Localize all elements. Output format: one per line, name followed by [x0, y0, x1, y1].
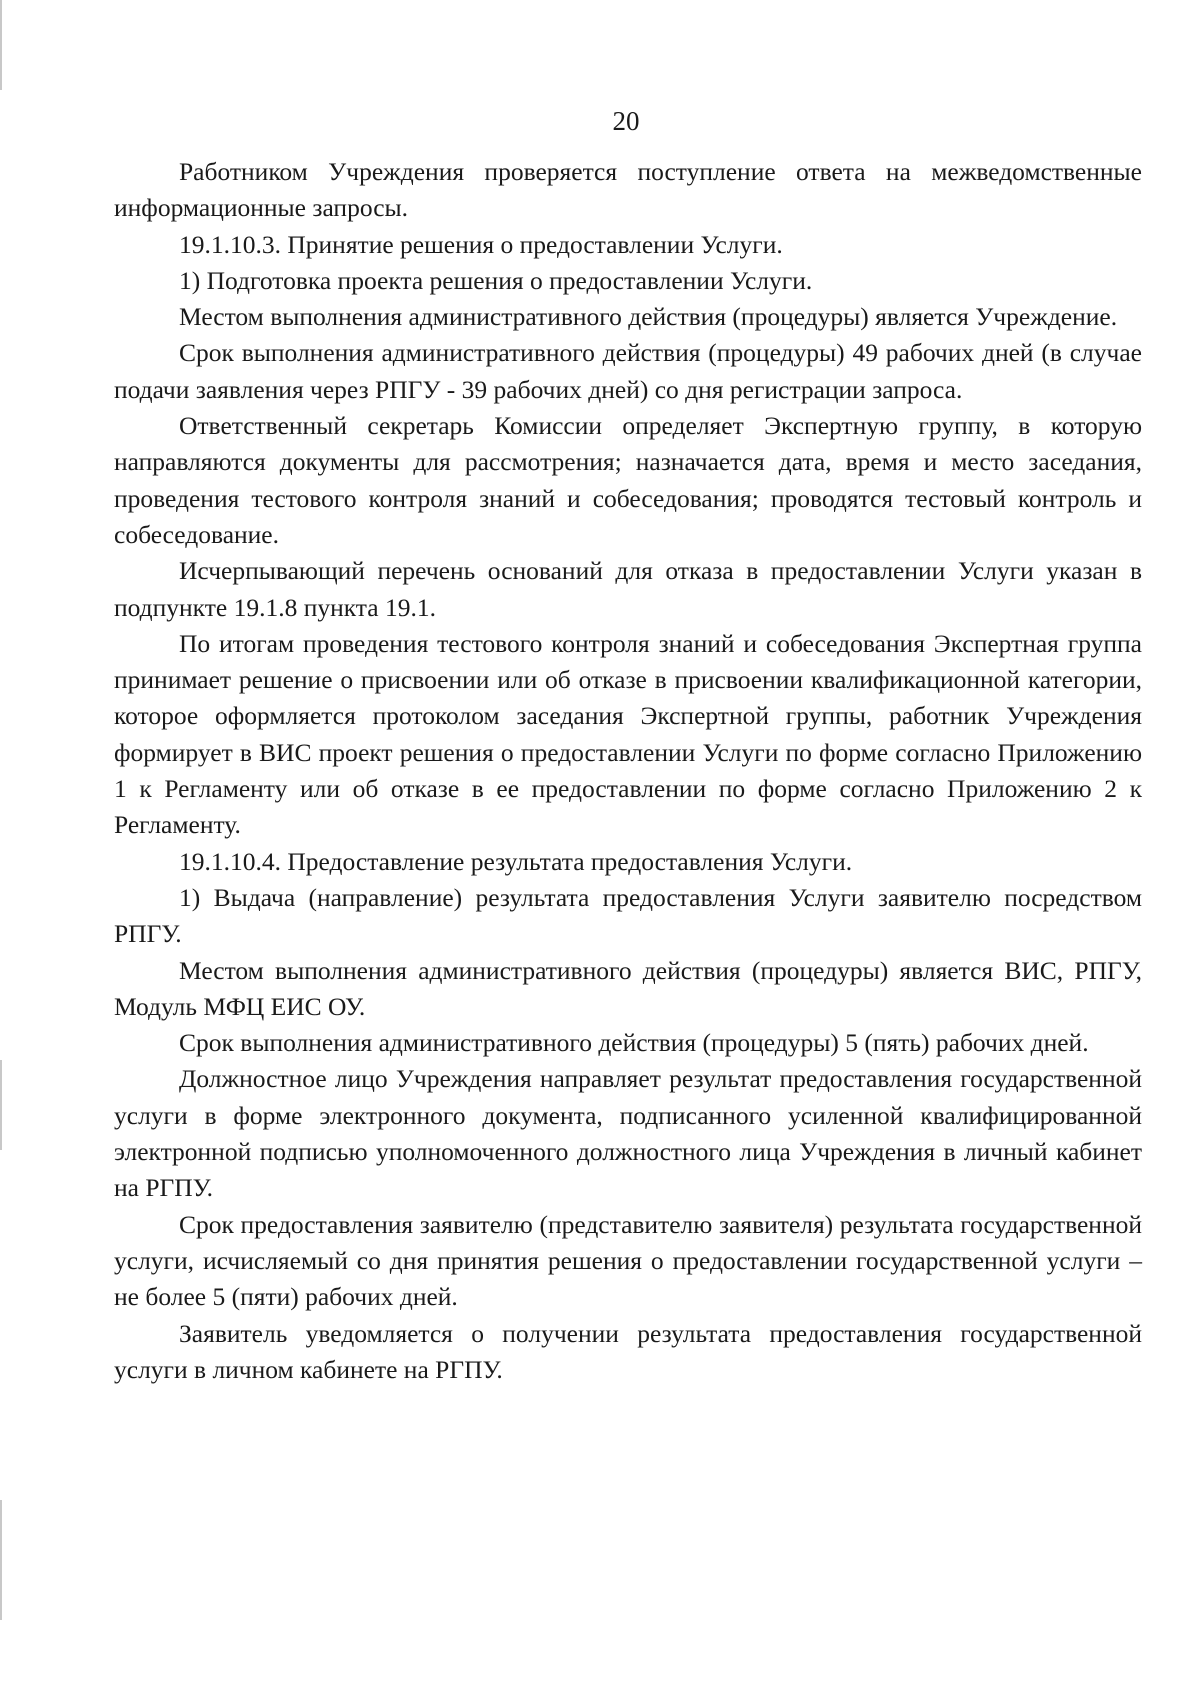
paragraph: 1) Подготовка проекта решения о предоставлении Услуги.	[179, 265, 813, 295]
paragraph: 19.1.10.4. Предоставление результата предоставления Услуги.	[179, 846, 853, 876]
paragraph: Исчерпывающий перечень оснований для отказа в предоставлении Услуги указан в подпункте 19.1.8 пункта 19.1.	[114, 556, 1142, 622]
paragraph: Ответственный секретарь Комиссии определяет Экспертную группу, в которую направляются документы для рассмотрения; назначается дата, время и место заседания, проведения тестового контроля знаний и собеседования; проводятся тестовый контроль и собеседование.	[114, 411, 1142, 549]
paragraph: Заявитель уведомляется о получении результата предоставления государственной услуги в личном кабинете на РГПУ.	[114, 1318, 1142, 1384]
document-body	[114, 154, 1142, 1388]
paragraph: Срок выполнения административного действия (процедуры) 49 рабочих дней (в случае подачи заявления через РПГУ - 39 рабочих дней) со дня регистрации запроса.	[114, 338, 1142, 404]
scan-edge-mark	[0, 1500, 2, 1620]
page-number: 20	[612, 106, 640, 136]
paragraph: Работником Учреждения проверяется поступление ответа на межведомственные информационные запросы.	[114, 157, 1142, 223]
paragraph: 1) Выдача (направление) результата предоставления Услуги заявителю посредством РПГУ.	[114, 882, 1142, 949]
paragraph: По итогам проведения тестового контроля знаний и собеседования Экспертная группа принимает решение о присвоении или об отказе в присвоении квалификационной категории, которое оформляется протоколом заседания Экспертной группы, работник Учреждения формирует в ВИС проект решения о предоставлении Услуги по форме согласно Приложению 1 к Регламенту или об отказе в ее предоставлении по форме согласно Приложению 2 к Регламенту.	[114, 628, 1142, 840]
scan-edge-mark	[0, 1060, 2, 1150]
paragraph: Срок выполнения административного действия (процедуры) 5 (пять) рабочих дней.	[179, 1028, 1089, 1058]
paragraph: 19.1.10.3. Принятие решения о предоставлении Услуги.	[179, 229, 783, 259]
paragraph: Срок предоставления заявителю (представителю заявителя) результата государственной услуги, исчисляемый со дня принятия решения о предоставлении государственной услуги – не более 5 (пяти) рабочих дней.	[114, 1209, 1142, 1312]
scan-edge-mark	[0, 0, 2, 90]
paragraph: Должностное лицо Учреждения направляет результат предоставления государственной услуги в форме электронного документа, подписанного усиленной квалифицированной электронной подписью уполномоченного должностного лица Учреждения в личный кабинет на РГПУ.	[114, 1064, 1142, 1203]
paragraph: Местом выполнения административного действия (процедуры) является Учреждение.	[179, 302, 1118, 332]
paragraph: Местом выполнения административного действия (процедуры) является ВИС, РПГУ, Модуль МФЦ ЕИС ОУ.	[114, 955, 1142, 1021]
